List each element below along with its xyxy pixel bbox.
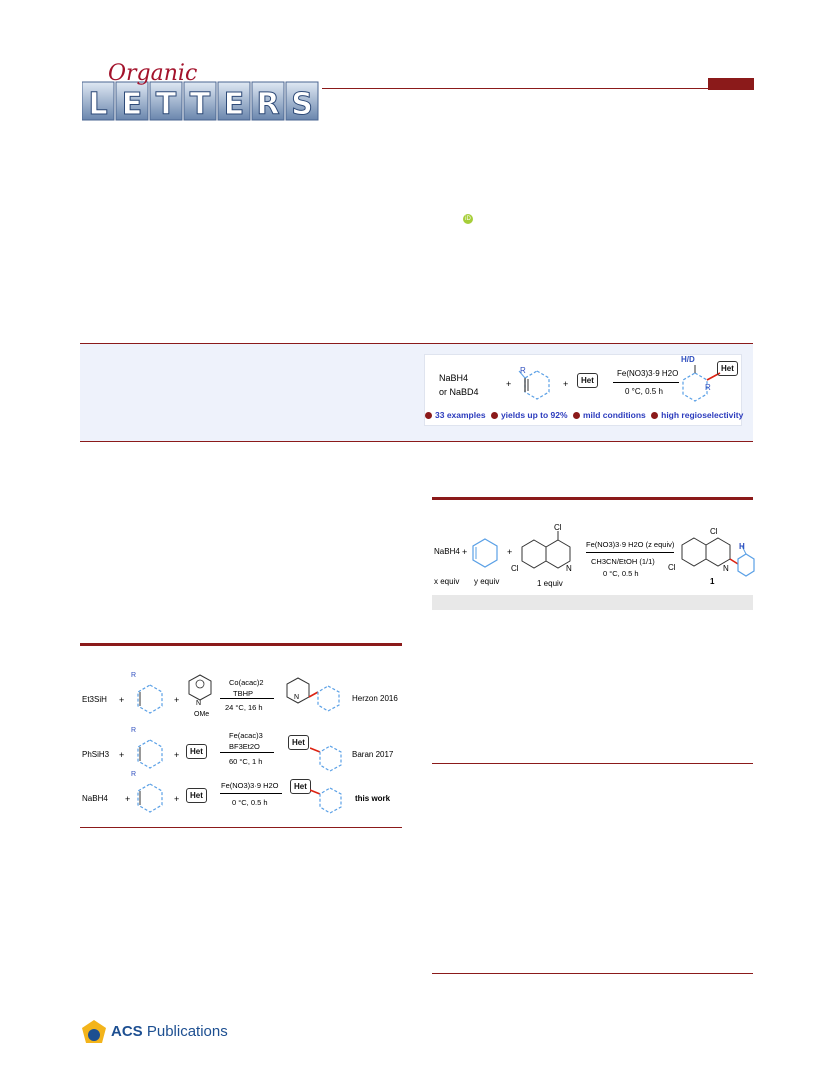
scheme-row1-alkene — [130, 677, 166, 717]
scheme-row1-arrow — [220, 698, 274, 699]
table-header-row — [432, 595, 753, 610]
table-cond2: CH3CN/EtOH (1/1) — [591, 557, 655, 566]
scheme-row2-cond2: BF3Et2O — [229, 742, 260, 751]
reaction-arrow — [613, 382, 679, 383]
scheme-row2-product-het: Het — [288, 735, 309, 750]
scheme-row1-n: N — [196, 700, 202, 707]
logo-letter: T — [189, 87, 211, 122]
scheme-row2-alkene — [130, 732, 166, 772]
plus-sign-2: + — [563, 379, 569, 389]
scheme-row3-product-het: Het — [290, 779, 311, 794]
scheme-row2-ref: Baran 2017 — [352, 750, 394, 759]
logo-letter: R — [256, 87, 280, 122]
organic-letters-logo — [82, 60, 322, 122]
table-cond1: Fe(NO3)3·9 H2O (z equiv) — [586, 540, 675, 549]
acs-logo-icon — [80, 1018, 108, 1046]
scheme-row3-r: R — [131, 771, 137, 778]
scheme-row1-product-n: N — [294, 694, 300, 701]
scheme-row1-r: R — [131, 672, 137, 679]
logo-letter: E — [223, 87, 245, 122]
product-cl-left: Cl — [668, 563, 676, 572]
toc-conditions-bottom: 0 °C, 0.5 h — [625, 387, 663, 396]
orcid-icon[interactable]: iD — [463, 214, 473, 224]
plus-sign: + — [506, 379, 512, 389]
cl-label-left: Cl — [511, 564, 519, 573]
scheme-row3-ref: this work — [355, 794, 391, 803]
header-tab — [708, 78, 754, 90]
scheme-row3-product — [310, 782, 356, 822]
scheme-row2-r: R — [131, 727, 137, 734]
scheme-row1-ref: Herzon 2016 — [352, 694, 398, 703]
cl-label-top: Cl — [554, 523, 562, 532]
table-cond3: 0 °C, 0.5 h — [603, 569, 639, 578]
product-cl-top: Cl — [710, 527, 718, 536]
scheme-row3-het: Het — [186, 788, 207, 803]
scheme-row1-cond3: 24 °C, 16 h — [225, 703, 263, 712]
hd-label: H/D — [681, 355, 695, 364]
product-number: 1 — [710, 577, 715, 586]
scheme-row3-plus2: + — [174, 794, 180, 804]
scheme-row2-plus2: + — [174, 750, 180, 760]
x-equiv-label: x equiv — [434, 577, 460, 586]
logo-letter: T — [155, 87, 177, 122]
cyclohexene-structure — [470, 536, 500, 570]
logo-script: Organic — [108, 61, 198, 86]
product-h-label: H — [739, 542, 745, 551]
logo-letter: L — [88, 87, 108, 122]
scheme-row2-arrow — [220, 752, 274, 753]
logo-letter: E — [121, 87, 143, 122]
het-box: Het — [577, 373, 598, 388]
scheme-row3-cond2: 0 °C, 0.5 h — [232, 798, 268, 807]
n-label: N — [566, 564, 572, 573]
table-bottom-rule — [432, 763, 753, 764]
product-het-box: Het — [717, 361, 738, 376]
scheme-row2-cond3: 60 °C, 1 h — [229, 757, 263, 766]
scheme-row2-cond1: Fe(acac)3 — [229, 731, 263, 740]
product-n-label: N — [723, 564, 729, 573]
scheme-bottom-rule — [80, 827, 402, 828]
toc-graphic — [424, 354, 742, 426]
acs-publications-wordmark[interactable]: ACS Publications — [111, 1023, 228, 1040]
scheme-row3-alkene — [130, 776, 166, 816]
scheme-row2-reagent: PhSiH3 — [82, 750, 110, 759]
one-equiv-label: 1 equiv — [537, 579, 563, 588]
scheme-row2-product — [310, 740, 356, 780]
scheme-row1-reagent: Et3SiH — [82, 695, 107, 704]
table-top-rule — [432, 497, 753, 500]
scheme-row2-het: Het — [186, 744, 207, 759]
table-plus: + — [462, 547, 468, 557]
footnote-rule — [432, 973, 753, 974]
product1-structure — [680, 524, 756, 584]
scheme-row2-plus: + — [119, 750, 125, 760]
reagent-nabh4: NaBH4 — [439, 373, 469, 383]
toc-bullets: 33 examples yields up to 92% mild conditions high regioselectivity — [425, 410, 741, 420]
product-r-label: R — [705, 383, 711, 392]
header-rule — [322, 88, 754, 89]
table-arrow — [586, 552, 674, 553]
scheme-row1-cond1: Co(acac)2 — [229, 678, 264, 687]
scheme-row1-ome: OMe — [194, 711, 210, 718]
scheme-row3-arrow — [220, 793, 282, 794]
scheme-row3-reagent: NaBH4 — [82, 794, 108, 803]
scheme-row3-cond1: Fe(NO3)3·9 H2O — [221, 781, 279, 790]
y-equiv-label: y equiv — [474, 577, 500, 586]
table-reagent: NaBH4 — [434, 547, 460, 556]
scheme-row1-cond2: TBHP — [233, 689, 254, 698]
reagent-nabd4: or NaBD4 — [439, 387, 479, 397]
logo-letter: S — [291, 87, 313, 122]
scheme-top-rule — [80, 643, 402, 646]
scheme-row3-plus: + — [125, 794, 131, 804]
scheme-row1-plus: + — [119, 695, 125, 705]
scheme-row1-plus2: + — [174, 695, 180, 705]
r-label: R — [520, 366, 526, 375]
table-plus-2: + — [507, 547, 513, 557]
toc-conditions-top: Fe(NO3)3·9 H2O — [617, 369, 679, 378]
